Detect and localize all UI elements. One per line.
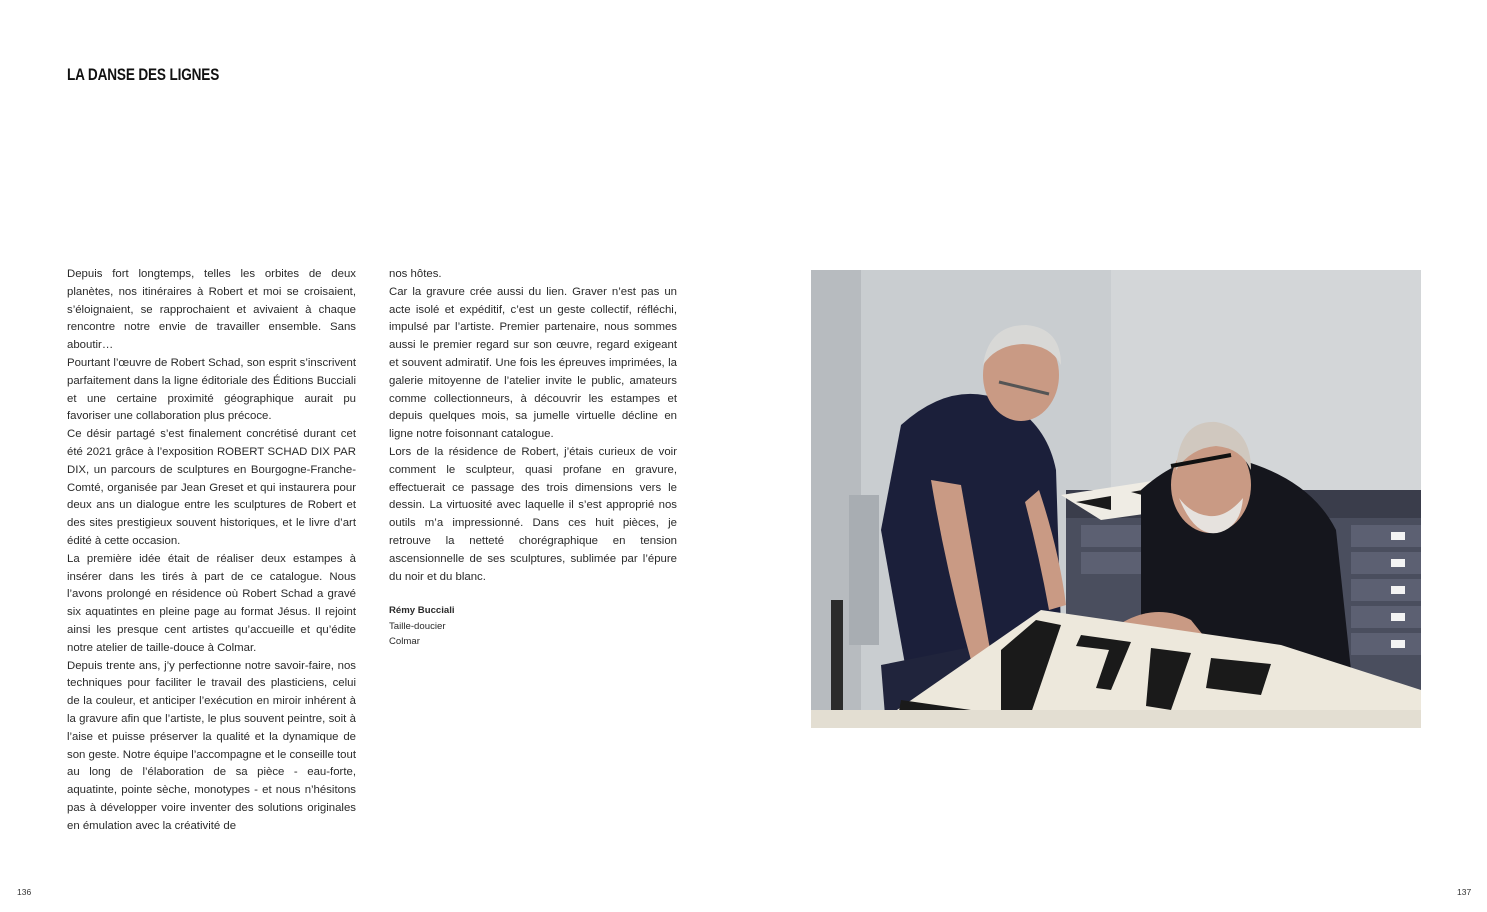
paragraph: La première idée était de réaliser deux estampes à insérer dans les tirés à part de ce catalogue. Nous l’avons prolongé en résidence où Robert Schad a gravé six aquatintes en pleine page au format Jésus. Il rejoint ainsi les presque cent artistes qu’accueille et qu’édite notre atelier de taille-douce à Colmar.	[67, 552, 356, 654]
photo-table-edge	[811, 710, 1421, 728]
text-column-middle	[389, 266, 677, 650]
signature-name: Rémy Bucciali	[389, 605, 455, 617]
paragraph: Pourtant l’œuvre de Robert Schad, son esprit s’inscrivent parfaitement dans la ligne éditoriale des Éditions Bucciali et une certaine proximité géographique aurait pu favoriser une collaboration plus précoce.	[67, 356, 356, 423]
page-number-right: 137	[1457, 887, 1472, 897]
photo-wall-light	[1111, 270, 1421, 500]
paragraph: Car la gravure crée aussi du lien. Graver n’est pas un acte isolé et expéditif, c’est un geste collectif, réfléchi, impulsé par l’artiste. Premier partenaire, nous sommes aussi le premier regard sur son œuvre, regard exigeant et souvent admiratif. Une fois les épreuves imprimées, la galerie mitoyenne de l’atelier invite le public, amateurs comme collectionneurs, à découvrir les estampes et depuis quelques mois, sa jumelle virtuelle décline en ligne notre foisonnant catalogue.	[389, 285, 677, 441]
paragraph: Lors de la résidence de Robert, j’étais curieux de voir comment le sculpteur, quasi profane en gravure, effectuerait ce passage des trois dimensions vers le dessin. La virtuosité avec laquelle il s’est approprié nos outils m’a impressionné. Dans ces huit pièces, je retrouve la netteté chorégraphique en tension ascensionnelle de ses sculptures, sublimée par l’épure du noir et du blanc.	[389, 445, 677, 583]
paragraph: Ce désir partagé s’est finalement concrétisé durant cet été 2021 grâce à l’exposition ROBERT SCHAD DIX PAR DIX, un parcours de sculptures en Bourgogne-Franche-Comté, organisée par Jean Greset et qui instaurera pour deux ans un dialogue entre les sculptures de Robert et des sites prestigieux souvent historiques, et le livre d’art édité à cette occasion.	[67, 428, 356, 547]
signature-place: Colmar	[389, 636, 420, 648]
signature-block	[389, 603, 677, 650]
paragraph: nos hôtes.	[389, 268, 442, 280]
photo-dark-pole	[831, 600, 843, 720]
text-column-left	[67, 266, 356, 836]
workshop-photo	[811, 270, 1421, 728]
page-title: LA DANSE DES LIGNES	[67, 65, 220, 84]
signature-role: Taille-doucier	[389, 620, 446, 632]
paragraph: Depuis trente ans, j’y perfectionne notre savoir-faire, nos techniques pour faciliter le travail des plasticiens, celui de la couleur, et anticiper l’exécution en miroir inhérent à la gravure afin que l’artiste, le plus souvent peintre, soit à l’aise et puisse préserver la qualité et la dynamique de son geste. Notre équipe l’accompagne et le conseille tout au long de l’élaboration de sa pièce - eau-forte, aquatinte, pointe sèche, monotypes - et nous n’hésitons pas à développer voire inventer des solutions originales en émulation avec la créativité de	[67, 659, 356, 832]
paragraph: Depuis fort longtemps, telles les orbites de deux planètes, nos itinéraires à Robert et moi se croisaient, s’éloignaient, se rapprochaient et avivaient à chaque rencontre notre envie de travailler ensemble. Sans aboutir…	[67, 268, 356, 352]
photo-frame	[849, 495, 879, 645]
workshop-photo-illustration	[811, 270, 1421, 728]
page-number-left: 136	[17, 887, 32, 897]
